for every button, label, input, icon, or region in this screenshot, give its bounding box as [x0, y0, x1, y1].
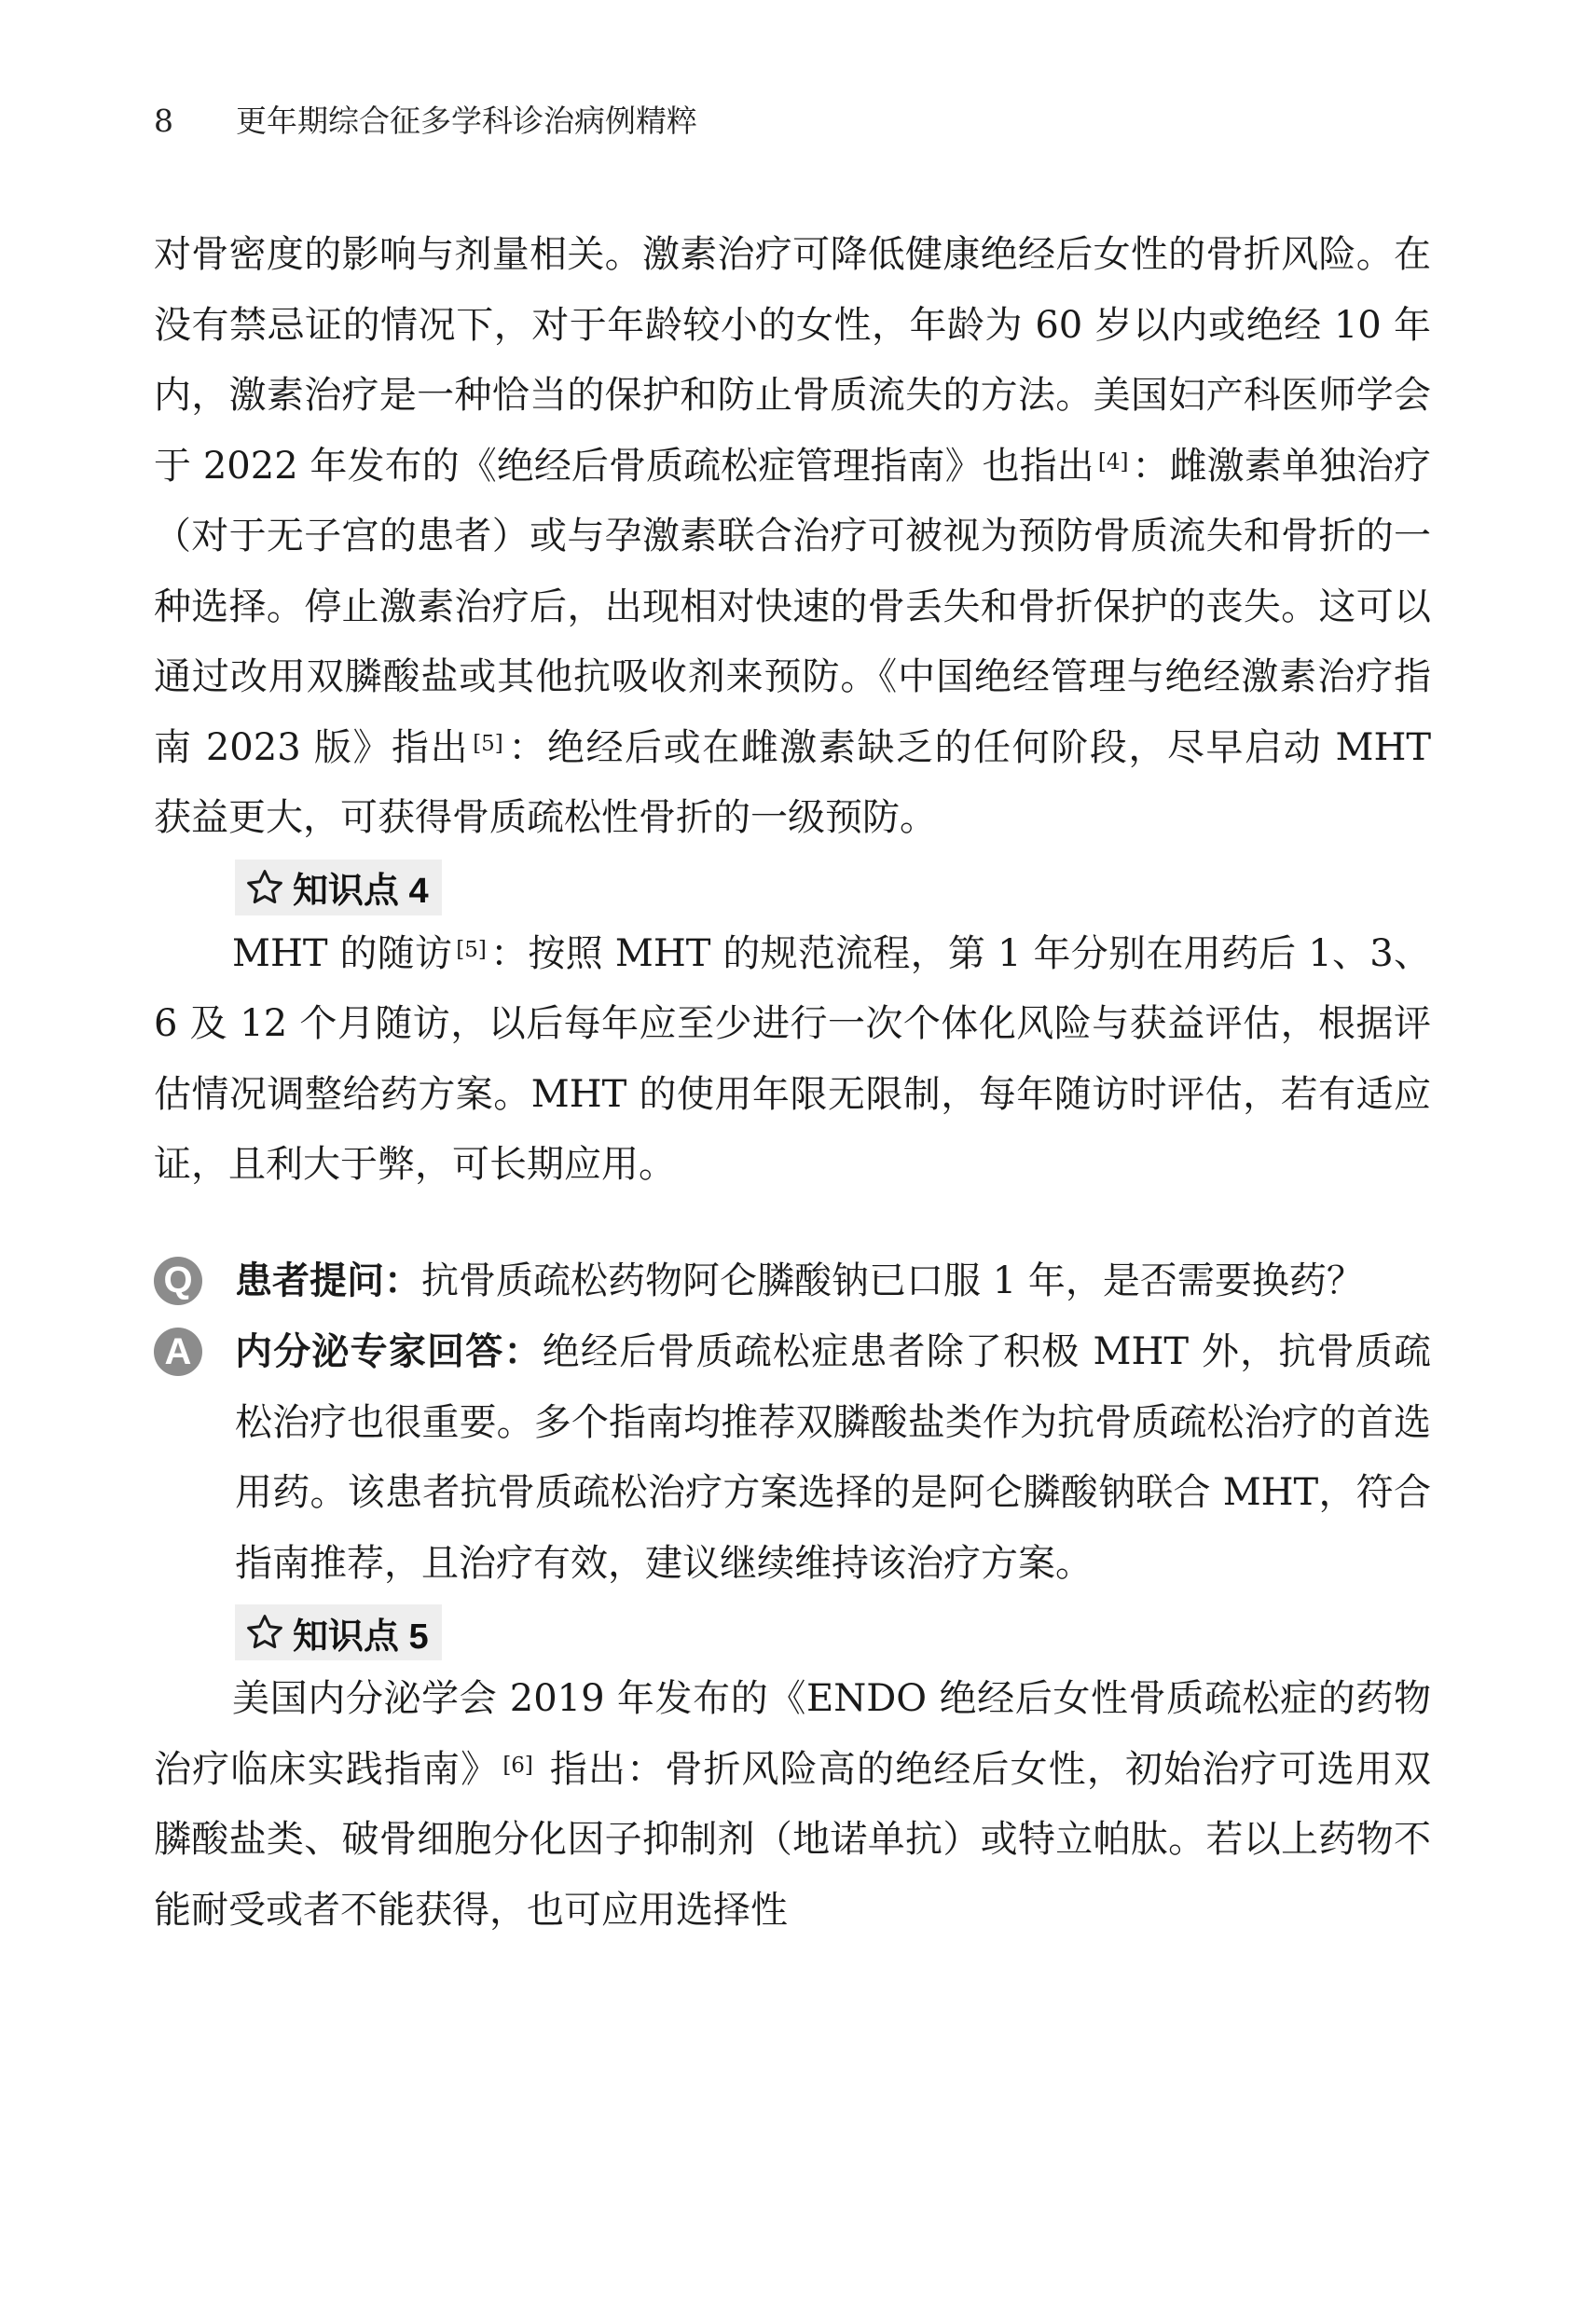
- answer-lead: 内分泌专家回答：: [235, 1329, 543, 1373]
- patient-question: [154, 1245, 1431, 1317]
- citation-ref-5: [5]: [473, 731, 503, 756]
- star-outline-icon: [244, 867, 285, 908]
- citation-ref-6: [6]: [502, 1753, 533, 1778]
- citation-ref-4: [4]: [1097, 449, 1129, 475]
- q-badge-icon: Q: [154, 1257, 202, 1305]
- paragraph-hormone-therapy: 对骨密度的影响与剂量相关。激素治疗可降低健康绝经后女性的骨折风险。在没有禁忌证的情况下，对于年龄较小的女性，年龄为 60 岁以内或绝经 10 年内，激素治疗是一种恰当的保护和防止骨质流失的方法。美国妇产科医师学会于 2022 年发布的《绝经后骨质疏松症管理指南》也指出 [4] ：雌激素单独治疗（对于无子宫的患者）或与孕激素联合治疗可被视为预防骨质流失和骨折的一种选择。停止激素治疗后，出现相对快速的骨丢失和骨折保护的丧失。这可以通过改用双膦酸盐或其他抗吸收剂来预防。《中国绝经管理与绝经激素治疗指南 2023 版》指出 [5] ：绝经后或在雌激素缺乏的任何阶段，尽早启动 MHT 获益更大，可获得骨质疏松性骨折的一级预防。: [154, 233, 1432, 839]
- running-header: [154, 97, 697, 141]
- question-lead: 患者提问：: [235, 1258, 421, 1302]
- knowledge-point-label: 知识点 5: [293, 1617, 429, 1657]
- citation-ref-5b: [5]: [456, 937, 487, 962]
- expert-answer: [154, 1316, 1431, 1599]
- question-text: 抗骨质疏松药物阿仑膦酸钠已口服 1 年，是否需要换药？: [421, 1259, 1364, 1302]
- star-outline-icon: [244, 1612, 285, 1653]
- answer-text: 绝经后骨质疏松症患者除了积极 MHT 外，抗骨质疏松治疗也很重要。多个指南均推荐双膦酸盐类作为抗骨质疏松治疗的首选用药。该患者抗骨质疏松治疗方案选择的是阿仑膦酸钠联合 MHT，符合指南推荐，且治疗有效，建议继续维持该治疗方案。: [235, 1330, 1431, 1585]
- paragraph-endo-guideline: 美国内分泌学会 2019 年发布的《ENDO 绝经后女性骨质疏松症的药物治疗临床实践指南》 [6] 指出：骨折风险高的绝经后女性，初始治疗可选用双膦酸盐类、破骨细胞分化因子抑制剂（地诺单抗）或特立帕肽。若以上药物不能耐受或者不能获得，也可应用选择性: [154, 1677, 1432, 1932]
- book-title: 更年期综合征多学科诊治病例精粹: [236, 103, 697, 139]
- a-badge-icon: A: [154, 1328, 202, 1376]
- knowledge-point-5: [235, 1604, 1431, 1662]
- knowledge-point-label: 知识点 4: [293, 872, 429, 911]
- page-number: 8: [154, 103, 173, 139]
- knowledge-point-4: [235, 860, 1431, 917]
- page-content: [154, 220, 1431, 1946]
- paragraph-mht-followup: MHT 的随访 [5] ：按照 MHT 的规范流程，第 1 年分别在用药后 1、3、6 及 12 个月随访，以后每年应至少进行一次个体化风险与获益评估，根据评估情况调整给药方案。MHT 的使用年限无限制，每年随访时评估，若有适应证，且利大于弊，可长期应用。: [154, 931, 1431, 1186]
